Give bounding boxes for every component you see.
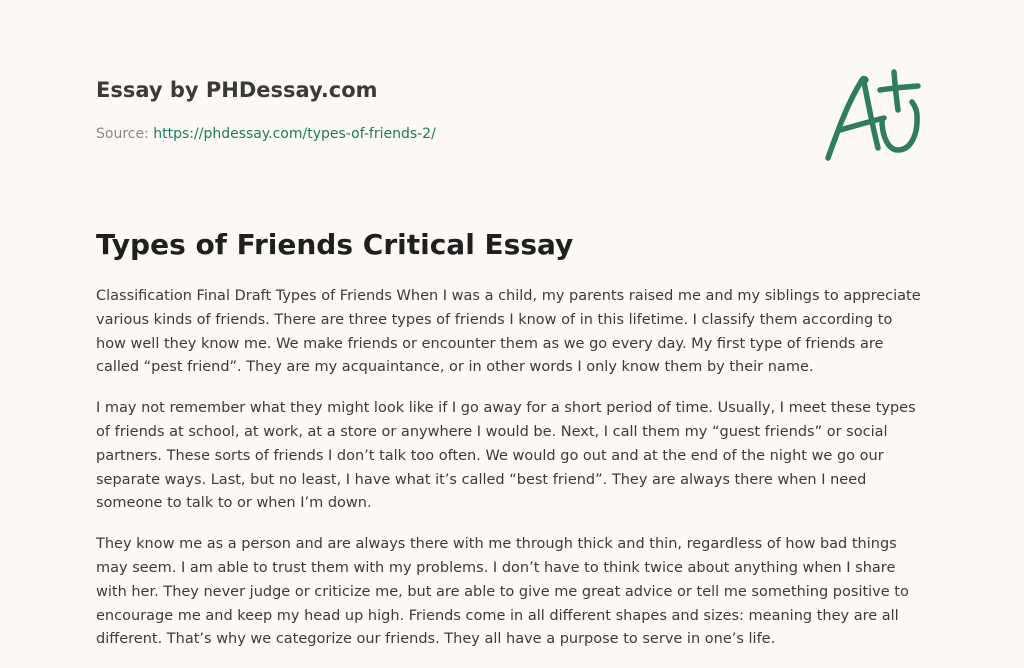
source-label: Source: (96, 126, 149, 142)
essay-body (96, 285, 926, 668)
essay-paragraph: I may not remember what they might look like if I go away for a short period of time. Usually, I meet these types of friends at school, at work, at a store or anywhere I would be. Next, I call them my “guest friends” or social partners. These sorts of friends I don’t talk too often. We would go out and at the end of the night we go our separate ways. Last, but no least, I have what it’s called “best friend”. They are always there when I need someone to talk to or when I’m down. (96, 400, 916, 512)
logo-plus-vertical (894, 72, 898, 110)
logo-a-left-stroke (828, 79, 866, 159)
site-name: Essay by PHDessay.com (96, 78, 378, 102)
a-plus-grade-logo (818, 66, 930, 166)
essay-paragraph: They know me as a person and are always there with me through thick and thin, regardless of how bad things may seem. I am able to trust them with my problems. I don’t have to think twice about anything when I share with her. They never judge or criticize me, but are able to give me great advice or tell me something positive to encourage me and keep my head up high. Friends come in all different shapes and sizes: meaning they are all different. That’s why we categorize our friends. They all have a purpose to serve in one’s life. (96, 536, 909, 648)
logo-plus-horizontal (880, 86, 918, 90)
logo-a-crossbar (840, 118, 884, 130)
essay-paragraph: Classification Final Draft Types of Friends When I was a child, my parents raised me and my siblings to appreciate various kinds of friends. There are three types of friends I know of in this lifetime. I classify them according to how well they know me. We make friends or encounter them as we go every day. My first type of friends are called “pest friend”. They are my acquaintance, or in other words I only know them by their name. (96, 288, 921, 376)
source-link[interactable]: https://phdessay.com/types-of-friends-2/ (153, 126, 436, 142)
logo-a-right-stroke (864, 82, 878, 148)
essay-title: Types of Friends Critical Essay (96, 228, 574, 261)
source-line (96, 124, 436, 144)
